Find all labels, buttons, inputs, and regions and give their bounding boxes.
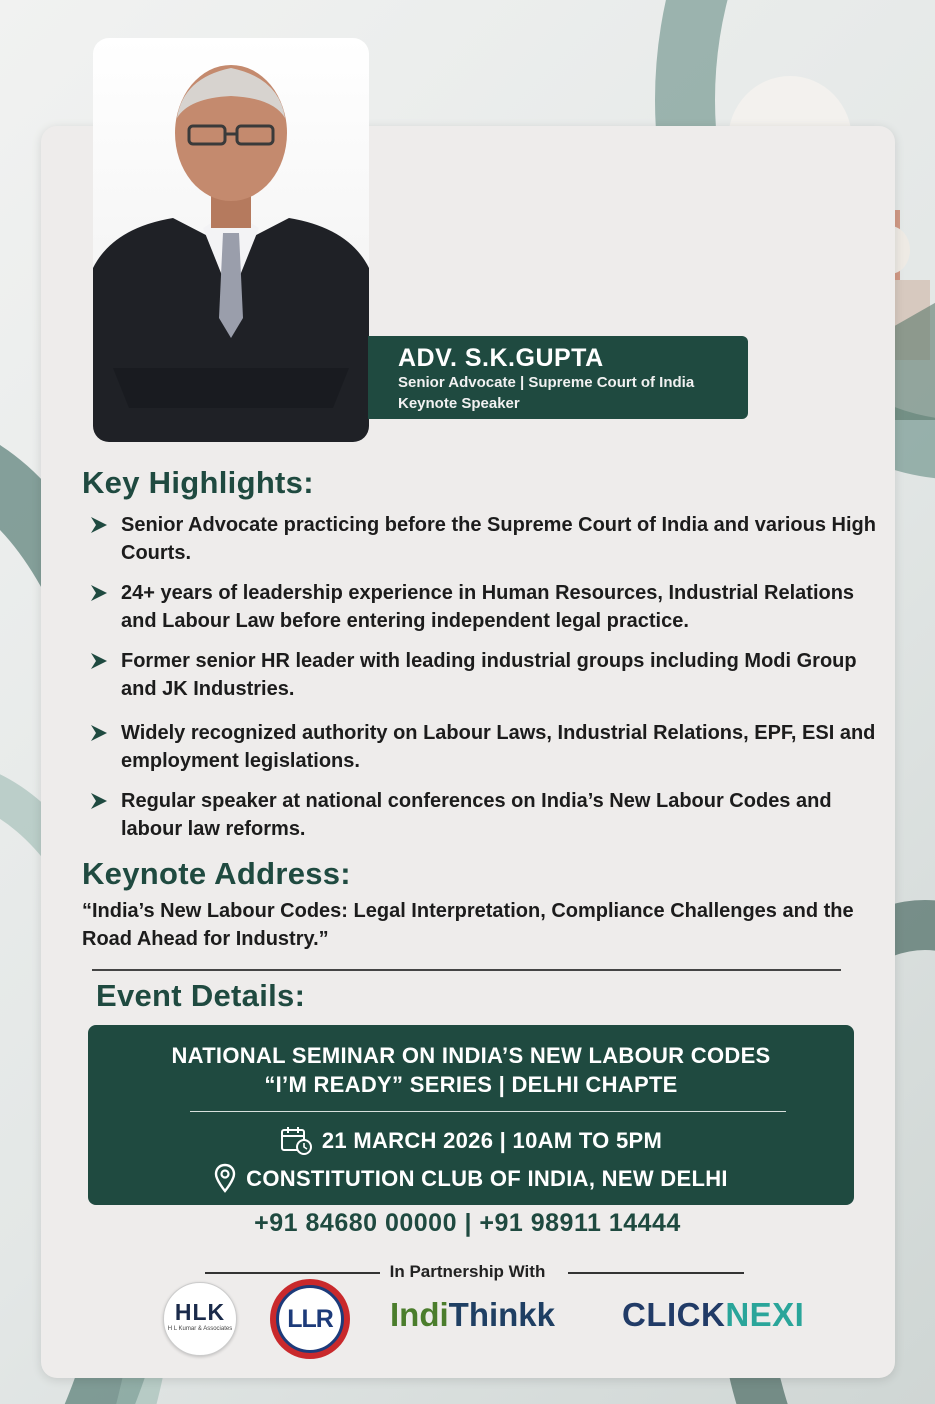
indithinkk-logo-part1: Indi [390,1296,449,1333]
speaker-name: ADV. S.K.GUPTA [398,344,604,372]
list-item [88,511,878,567]
speaker-photo [93,38,369,442]
key-highlights-heading: Key Highlights: [82,465,314,500]
event-details-box [88,1025,854,1205]
calendar-clock-icon [280,1125,312,1155]
section-divider [92,969,841,971]
clicknexi-logo-part1: CLICK [622,1296,726,1333]
keynote-quote: “India’s New Labour Codes: Legal Interpretation, Compliance Challenges and the Road Ahead for Industry.” [82,900,854,950]
partnership-label: In Partnership With [389,1262,546,1281]
event-divider [190,1111,786,1112]
indithinkk-logo [390,1296,555,1334]
speaker-name-plate [368,336,748,419]
llr-logo-mark: LLR [276,1285,344,1353]
highlight-text: Regular speaker at national conferences on India’s New Labour Codes and labour law reforms. [121,790,832,840]
highlight-text: Senior Advocate practicing before the Supreme Court of India and various High Courts. [121,514,876,564]
clicknexi-logo-part2: NEXI [725,1296,805,1333]
location-pin-icon [214,1163,236,1193]
list-item [88,787,878,843]
event-title-line-2: “I’M READY” SERIES | DELHI CHAPTE [264,1072,678,1097]
event-venue-row [88,1163,854,1193]
highlight-text: Former senior HR leader with leading industrial groups including Modi Group and JK Industries. [121,650,857,700]
arrow-bullet-icon [88,723,110,743]
hlk-logo-tagline: H L Kumar & Associates [167,1326,233,1332]
highlight-text: Widely recognized authority on Labour Laws, Industrial Relations, EPF, ESI and employment legislations. [121,722,876,772]
hlk-logo [163,1282,237,1356]
keynote-address-heading: Keynote Address: [82,856,351,891]
highlight-text: 24+ years of leadership experience in Human Resources, Industrial Relations and Labour Law before entering independent legal practice. [121,582,855,632]
event-date-row [88,1125,854,1155]
arrow-bullet-icon [88,583,110,603]
partner-divider-right [568,1272,744,1274]
event-venue: CONSTITUTION CLUB OF INDIA, NEW DELHI [246,1165,728,1191]
indithinkk-logo-part2: Thinkk [448,1296,556,1333]
list-item [88,647,878,703]
event-details-heading: Event Details: [96,978,306,1013]
event-date-time: 21 MARCH 2026 | 10AM TO 5PM [321,1127,663,1153]
arrow-bullet-icon [88,515,110,535]
speaker-role: Keynote Speaker [398,395,520,412]
contact-phones: +91 84680 00000 | +91 98911 14444 [254,1209,681,1237]
list-item [88,719,878,775]
clicknexi-logo [622,1296,804,1334]
arrow-bullet-icon [88,791,110,811]
llr-logo [270,1279,350,1359]
highlights-list [88,511,878,843]
speaker-title: Senior Advocate | Supreme Court of India [398,374,695,391]
list-item [88,579,878,635]
arrow-bullet-icon [88,651,110,671]
hlk-logo-mark: HLK [174,1299,226,1325]
event-title-line-1: NATIONAL SEMINAR ON INDIA’S NEW LABOUR CODES [171,1043,771,1068]
